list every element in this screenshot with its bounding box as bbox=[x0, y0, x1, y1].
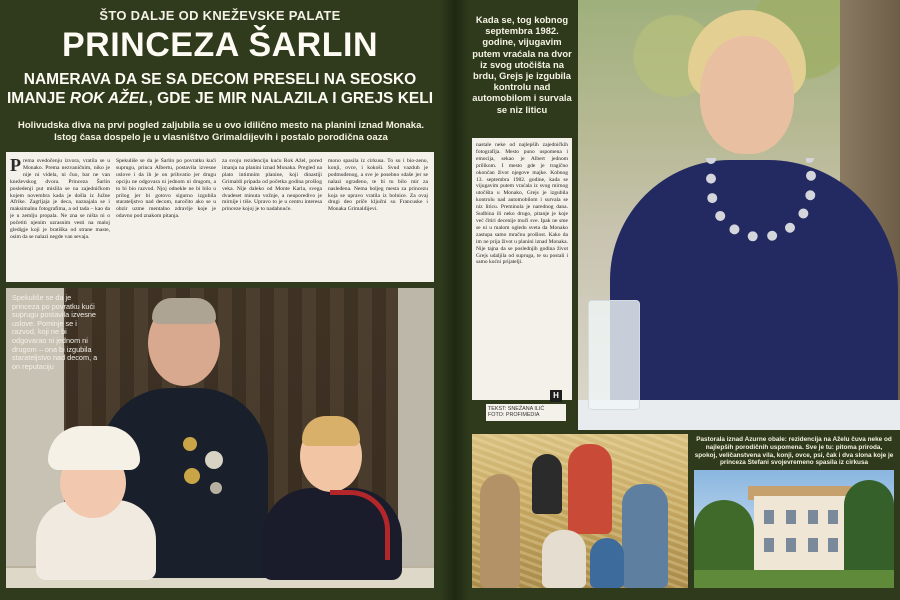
prince-boy-hair bbox=[302, 416, 360, 446]
villa-photo-caption: Pastorala iznad Azurne obale: rezidencija na Aželu čuva neke od najlepših porodičnih uspomena. Sve je tu: pitoma priroda, spokoj, veličanstvena vila, konji, ovce, psi, čak i dva slona koje je princeza Stefani svojevremeno spasila iz cirkusa bbox=[694, 436, 894, 467]
grimaldi-family-hay-photo bbox=[472, 434, 688, 588]
family-member-5 bbox=[542, 530, 586, 588]
pull-quote: Kada se, tog kobnog septembra 1982. godine, vijugavim putem vraćala na dvor iz svog utočišta na brdu, Grejs je izgubila kontrolu nad automobilom i survala se niz liticu bbox=[472, 14, 572, 115]
window-right bbox=[398, 288, 434, 588]
headline: PRINCEZA ŠARLIN bbox=[61, 26, 379, 64]
glass-icon bbox=[588, 300, 640, 410]
subhead-line2-post: , GDE JE MIR NALAZILA I GREJS KELI bbox=[148, 90, 434, 107]
subhead-line2-pre: IMANJE bbox=[6, 90, 66, 107]
family-member-1 bbox=[480, 474, 520, 588]
family-member-6 bbox=[590, 538, 624, 588]
family-member-3 bbox=[568, 444, 612, 534]
villa-window bbox=[786, 538, 796, 552]
right-article-column bbox=[472, 138, 572, 400]
villa-window bbox=[828, 510, 838, 524]
magazine-logo: H bbox=[550, 390, 562, 402]
right-column-text: nastale neke od najlepših zajedničkih fotografija. Mesto puno uspomena i emocija, sekao je Albert jednom prilikom. I mesto gde je tragično okončan život njegove majke. Kobnog 13. septembra 1982. godine, kada se vijugavim putem vraćala iz svog mirnog utočišta u Monako, Grejs je izgubila kontrolu nad automobilom i survala se niz liticu. Preminula je narednog dana. Sudbina ili neko drugo, pitanje je koje već čitiri decenije muči sve. Ipak ne sme se ni u malom ogledu sveta da Monako zastupa samo mračnu prošlost. Kako da im ne prija život u planini iznad Monaka. Nije tajna da se poslednjih godina život Grejs udaljila od supruga, te su postali i samo kućni prijatelji. bbox=[476, 142, 568, 266]
villa-window bbox=[808, 510, 818, 524]
villa-window bbox=[786, 510, 796, 524]
villa-house bbox=[754, 496, 846, 572]
prince-hair bbox=[152, 298, 216, 324]
article-column-1 bbox=[10, 158, 110, 278]
subhead-line2 bbox=[6, 89, 434, 108]
drop-cap: P bbox=[10, 158, 21, 175]
subhead-line2-em: ROK AŽEL bbox=[69, 90, 149, 107]
kicker: ŠTO DALJE OD KNEŽEVSKE PALATE bbox=[99, 8, 341, 23]
family-member-2 bbox=[532, 454, 562, 514]
article-body-columns bbox=[6, 152, 434, 282]
villa-window bbox=[808, 538, 818, 552]
princess-girl-hat bbox=[48, 426, 140, 470]
article-column-2: Spekuliše se da je Šarlin po povratku kući suprugu, princa Albertu, postavila izvesne uslove i da ih je on prihvatio jer drugu opciju ne odgovara ni jednom ni drugom, a to bi bio razvod. Njoj odnekle ne bi bilo u prilog jer bi gotovo sigurno izgubila starateljstvo nad decom, naročito ako se u obzir uzme mentalno zdravlje koje je odavno pod znakom pitanja. bbox=[116, 158, 216, 220]
article-column-1-text: rema svedočenju izvora, vratila se u Monako. Prema nezvaničnim, niko je nije ni videla, ni čuo, bar ne van kneževskog dvora. Princeza Šarlin posledenji put mislila se na zajedničkom kojem novembra kada je došla iz Južne Afrike. Zagrljaja je deca, naznajala se i maksimalnu fotografima, a od tada – kao da je u zemlju propala. Ne zna se ništa ni o početiti njenim uzrasnim vesti na maloj gledigje koji je bratiška od strane maste, osim da se nalazi negde van sevaja. bbox=[10, 158, 110, 240]
villa-photo bbox=[694, 470, 894, 588]
page-gutter bbox=[440, 0, 470, 600]
credit-photo: FOTO: PROFIMEDIA bbox=[488, 412, 540, 419]
lead-paragraph: Holivudska diva na prvi pogled zaljubila se u ovo idilično mesto na planini iznad Monaka. Istog časa dospelo je u vlasništvo Grimaldijevih i postalo porodična oaza bbox=[17, 120, 425, 143]
villa-window bbox=[764, 538, 774, 552]
villa-window bbox=[764, 510, 774, 524]
photo-credit bbox=[486, 404, 566, 421]
villa-lawn bbox=[694, 570, 894, 588]
charlene-face bbox=[700, 36, 794, 154]
article-column-3: za svoju rezidenciju kuću Rok Ažel, pored imanja na planini iznad Monaka. Pregled na plato intimnim planine, koji dinastiji Grimaldi pripada od početka godina prošlog veka. Nije daleko od Monte Karla, svega dvadeset minuta vožnje, a neuporedivo je mirnije i tiše. Upravo to je u centru interesa princeze kojoj je to nadahnuće. bbox=[222, 158, 322, 213]
left-page bbox=[0, 0, 440, 600]
family-member-4 bbox=[622, 484, 668, 588]
credit-text: TEKST: SNEŽANA ILIĆ bbox=[488, 406, 545, 412]
medals-icon bbox=[170, 430, 234, 500]
family-photo-caption: Spekuliše se da je princeza po povratku kući suprugu postavila izvesne uslove. Pominje se i razvod, koji ne bi odgovarao ni jednom ni drugom – ona bi izgubila starateljstvo nad decom, a on reputaciju bbox=[12, 293, 98, 371]
villa-window bbox=[828, 538, 838, 552]
subhead bbox=[6, 70, 434, 108]
article-column-4: mono spasila iz cirkusa. To su i bio-zeno, konji, ovce, i kokoši. Svud vazduh je podmuđenog, a sve je posebno sdaše jer se nalazi ograđeno, te bi tu bilo mir za nasleđena. Nema boljeg mesta za princezu koja se upravo vratila iz bolnice. Za ovaj drugi deo priče ključni su Francuske i Monaka Grimaldijevi. bbox=[328, 158, 428, 213]
subhead-line1: NAMERAVA DA SE SA DECOM PRESELI NA SEOSKO bbox=[23, 71, 417, 88]
